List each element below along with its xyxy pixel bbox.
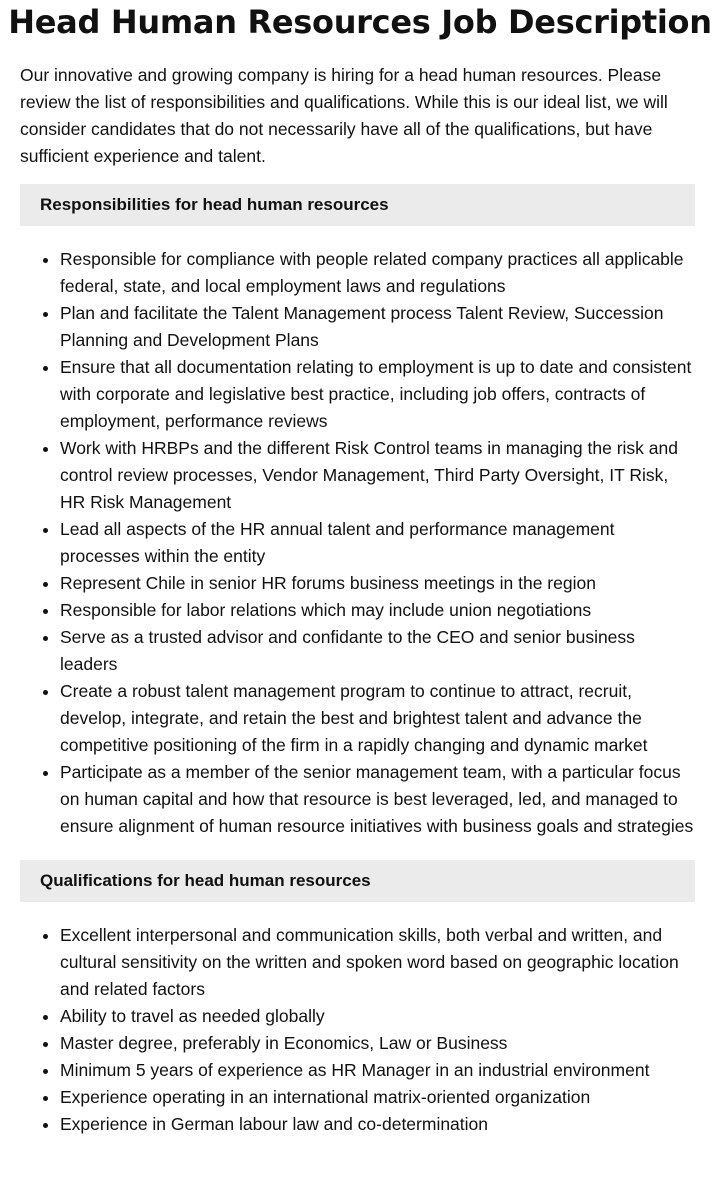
list-item: • Represent Chile in senior HR forums business meetings in the region: [60, 570, 695, 597]
list-item: • Create a robust talent management program to continue to attract, recruit, develop, integrate, and retain the best and brightest talent and advance the competitive positioning of the firm in a rapidly changing and dynamic market: [60, 678, 695, 759]
list-item: • Plan and facilitate the Talent Management process Talent Review, Succession Planning and Development Plans: [60, 300, 695, 354]
list-item: • Excellent interpersonal and communication skills, both verbal and written, and cultural sensitivity on the written and spoken word based on geographic location and related factors: [60, 922, 695, 1003]
list-item: • Responsible for compliance with people related company practices all applicable federal, state, and local employment laws and regulations: [60, 246, 695, 300]
list-item: • Serve as a trusted advisor and confidante to the CEO and senior business leaders: [60, 624, 695, 678]
list-item: • Minimum 5 years of experience as HR Manager in an industrial environment: [60, 1057, 695, 1084]
list-item: • Ensure that all documentation relating to employment is up to date and consistent with corporate and legislative best practice, including job offers, contracts of employment, performance reviews: [60, 354, 695, 435]
responsibilities-heading: Responsibilities for head human resources: [20, 184, 695, 226]
intro-paragraph: Our innovative and growing company is hiring for a head human resources. Please review the list of responsibilities and qualifications. While this is our ideal list, we will consider candidates that do not necessarily have all of the qualifications, but have sufficient experience and talent.: [20, 65, 668, 166]
list-item: • Responsible for labor relations which may include union negotiations: [60, 597, 695, 624]
qualifications-list: [20, 922, 695, 1138]
list-item: • Master degree, preferably in Economics, Law or Business: [60, 1030, 695, 1057]
list-item: • Participate as a member of the senior management team, with a particular focus on human capital and how that resource is best leveraged, led, and managed to ensure alignment of human resource initiatives with business goals and strategies: [60, 759, 695, 840]
list-item: • Ability to travel as needed globally: [60, 1003, 695, 1030]
list-item: • Lead all aspects of the HR annual talent and performance management processes within the entity: [60, 516, 695, 570]
list-item: • Experience operating in an international matrix-oriented organization: [60, 1084, 695, 1111]
responsibilities-list: [20, 246, 695, 840]
list-item: • Experience in German labour law and co-determination: [60, 1111, 695, 1138]
page-title: Head Human Resources Job Description: [8, 3, 712, 41]
qualifications-heading: Qualifications for head human resources: [20, 860, 695, 902]
list-item: • Work with HRBPs and the different Risk Control teams in managing the risk and control review processes, Vendor Management, Third Party Oversight, IT Risk, HR Risk Management: [60, 435, 695, 516]
